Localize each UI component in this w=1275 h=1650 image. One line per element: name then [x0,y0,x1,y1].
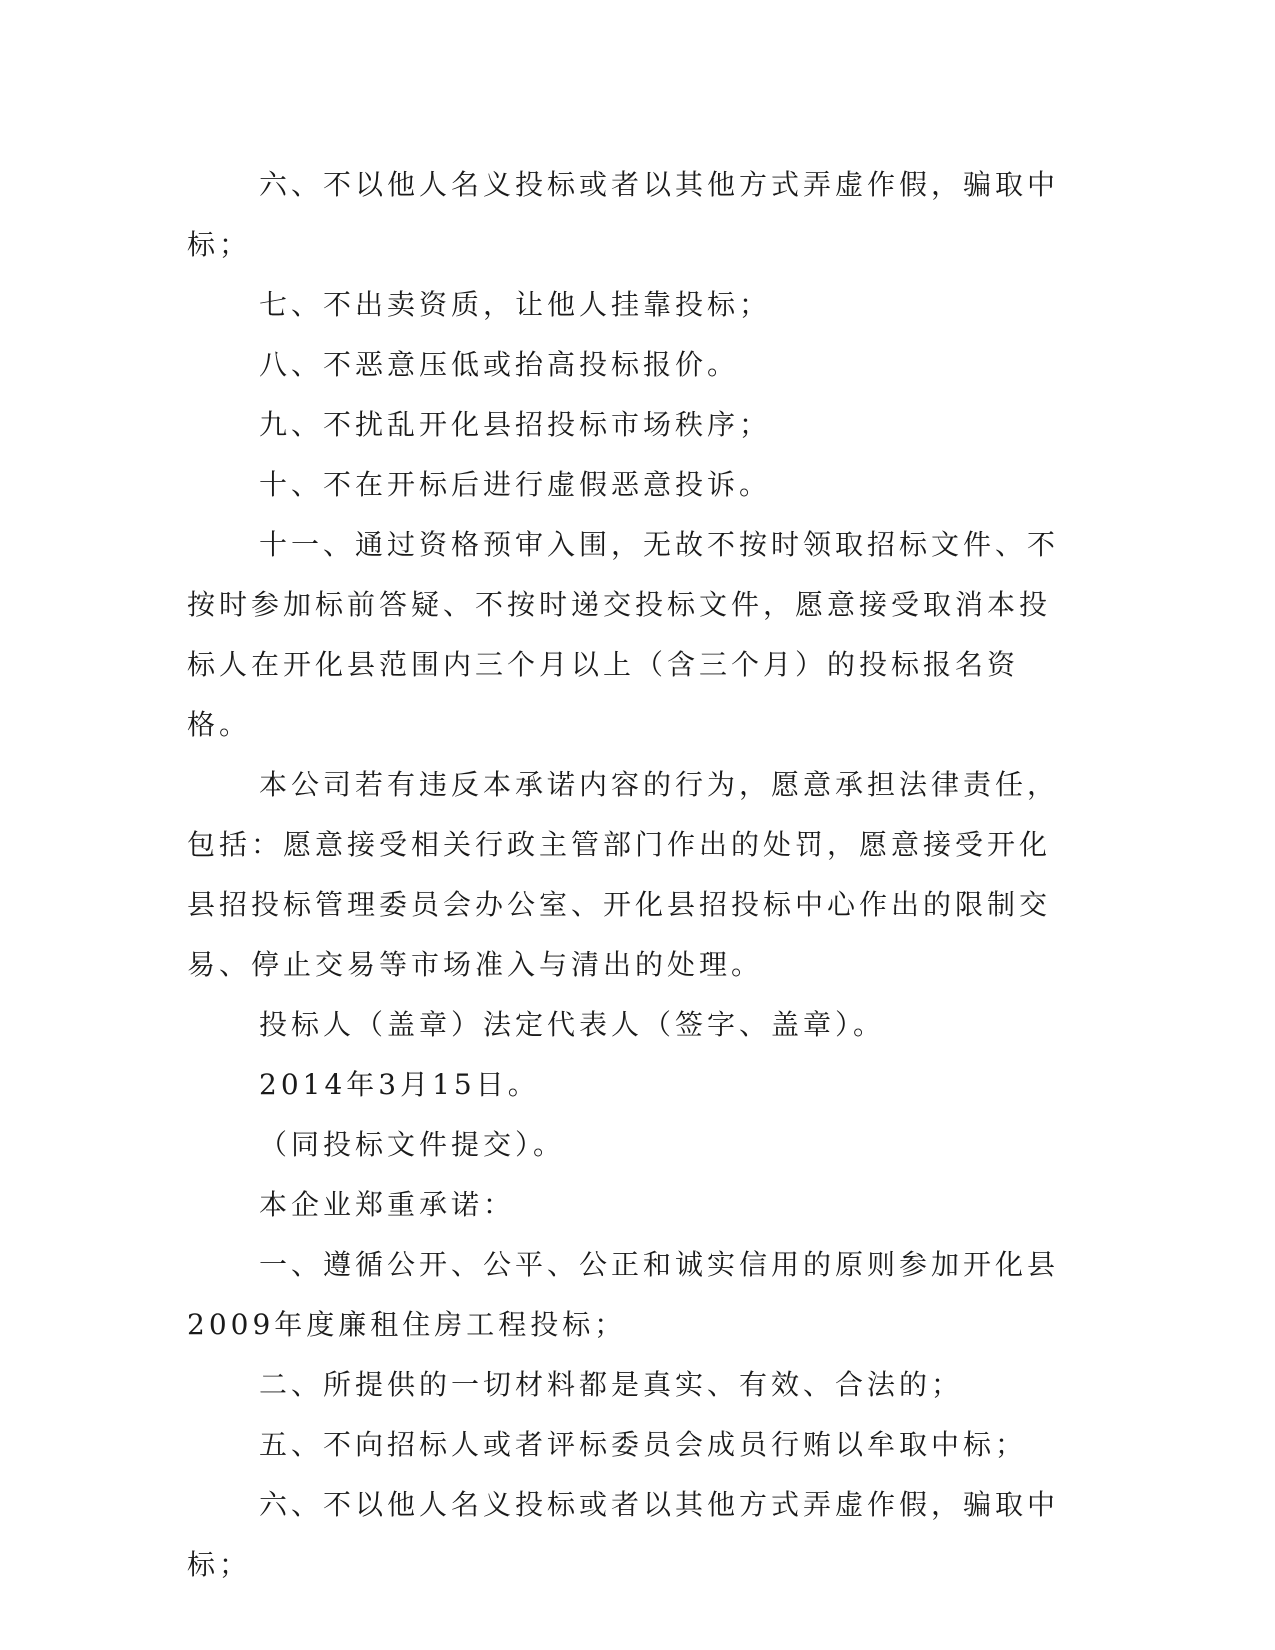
paragraph-pledge-intro: 本企业郑重承诺： [259,1188,516,1221]
paragraph-item-8: 八、不恶意压低或抬高投标报价。 [259,348,740,381]
paragraph-item-11: 十一、通过资格预审入围，无故不按时领取招标文件、不按时参加标前答疑、不按时递交投标文件，愿意接受取消本投标人在开化县范围内三个月以上（含三个月）的投标报名资格。 [187,528,1060,741]
paragraph-item-10: 十、不在开标后进行虚假恶意投诉。 [259,468,772,501]
paragraph-signature: 投标人（盖章）法定代表人（签字、盖章）。 [259,1008,886,1041]
paragraph-item-6: 六、不以他人名义投标或者以其他方式弄虚作假，骗取中标； [187,168,1060,261]
paragraph-item-6-repeat: 六、不以他人名义投标或者以其他方式弄虚作假，骗取中标； [187,1488,1060,1581]
paragraph-liability: 本公司若有违反本承诺内容的行为，愿意承担法律责任，包括：愿意接受相关行政主管部门作出的处罚，愿意接受开化县招投标管理委员会办公室、开化县招投标中心作出的限制交易、停止交易等市场准入与清出的处理。 [187,768,1060,981]
paragraph-date: 2014年3月15日。 [259,1068,540,1101]
paragraph-item-2: 二、所提供的一切材料都是真实、有效、合法的； [259,1368,964,1401]
paragraph-item-9: 九、不扰乱开化县招投标市场秩序； [259,408,772,441]
paragraph-submission-note: （同投标文件提交）。 [259,1128,566,1161]
paragraph-item-1: 一、遵循公开、公平、公正和诚实信用的原则参加开化县2009年度廉租住房工程投标； [187,1248,1060,1341]
paragraph-item-5: 五、不向招标人或者评标委员会成员行贿以牟取中标； [259,1428,1028,1461]
document-body [187,155,1067,1595]
paragraph-item-7: 七、不出卖资质，让他人挂靠投标； [259,288,772,321]
